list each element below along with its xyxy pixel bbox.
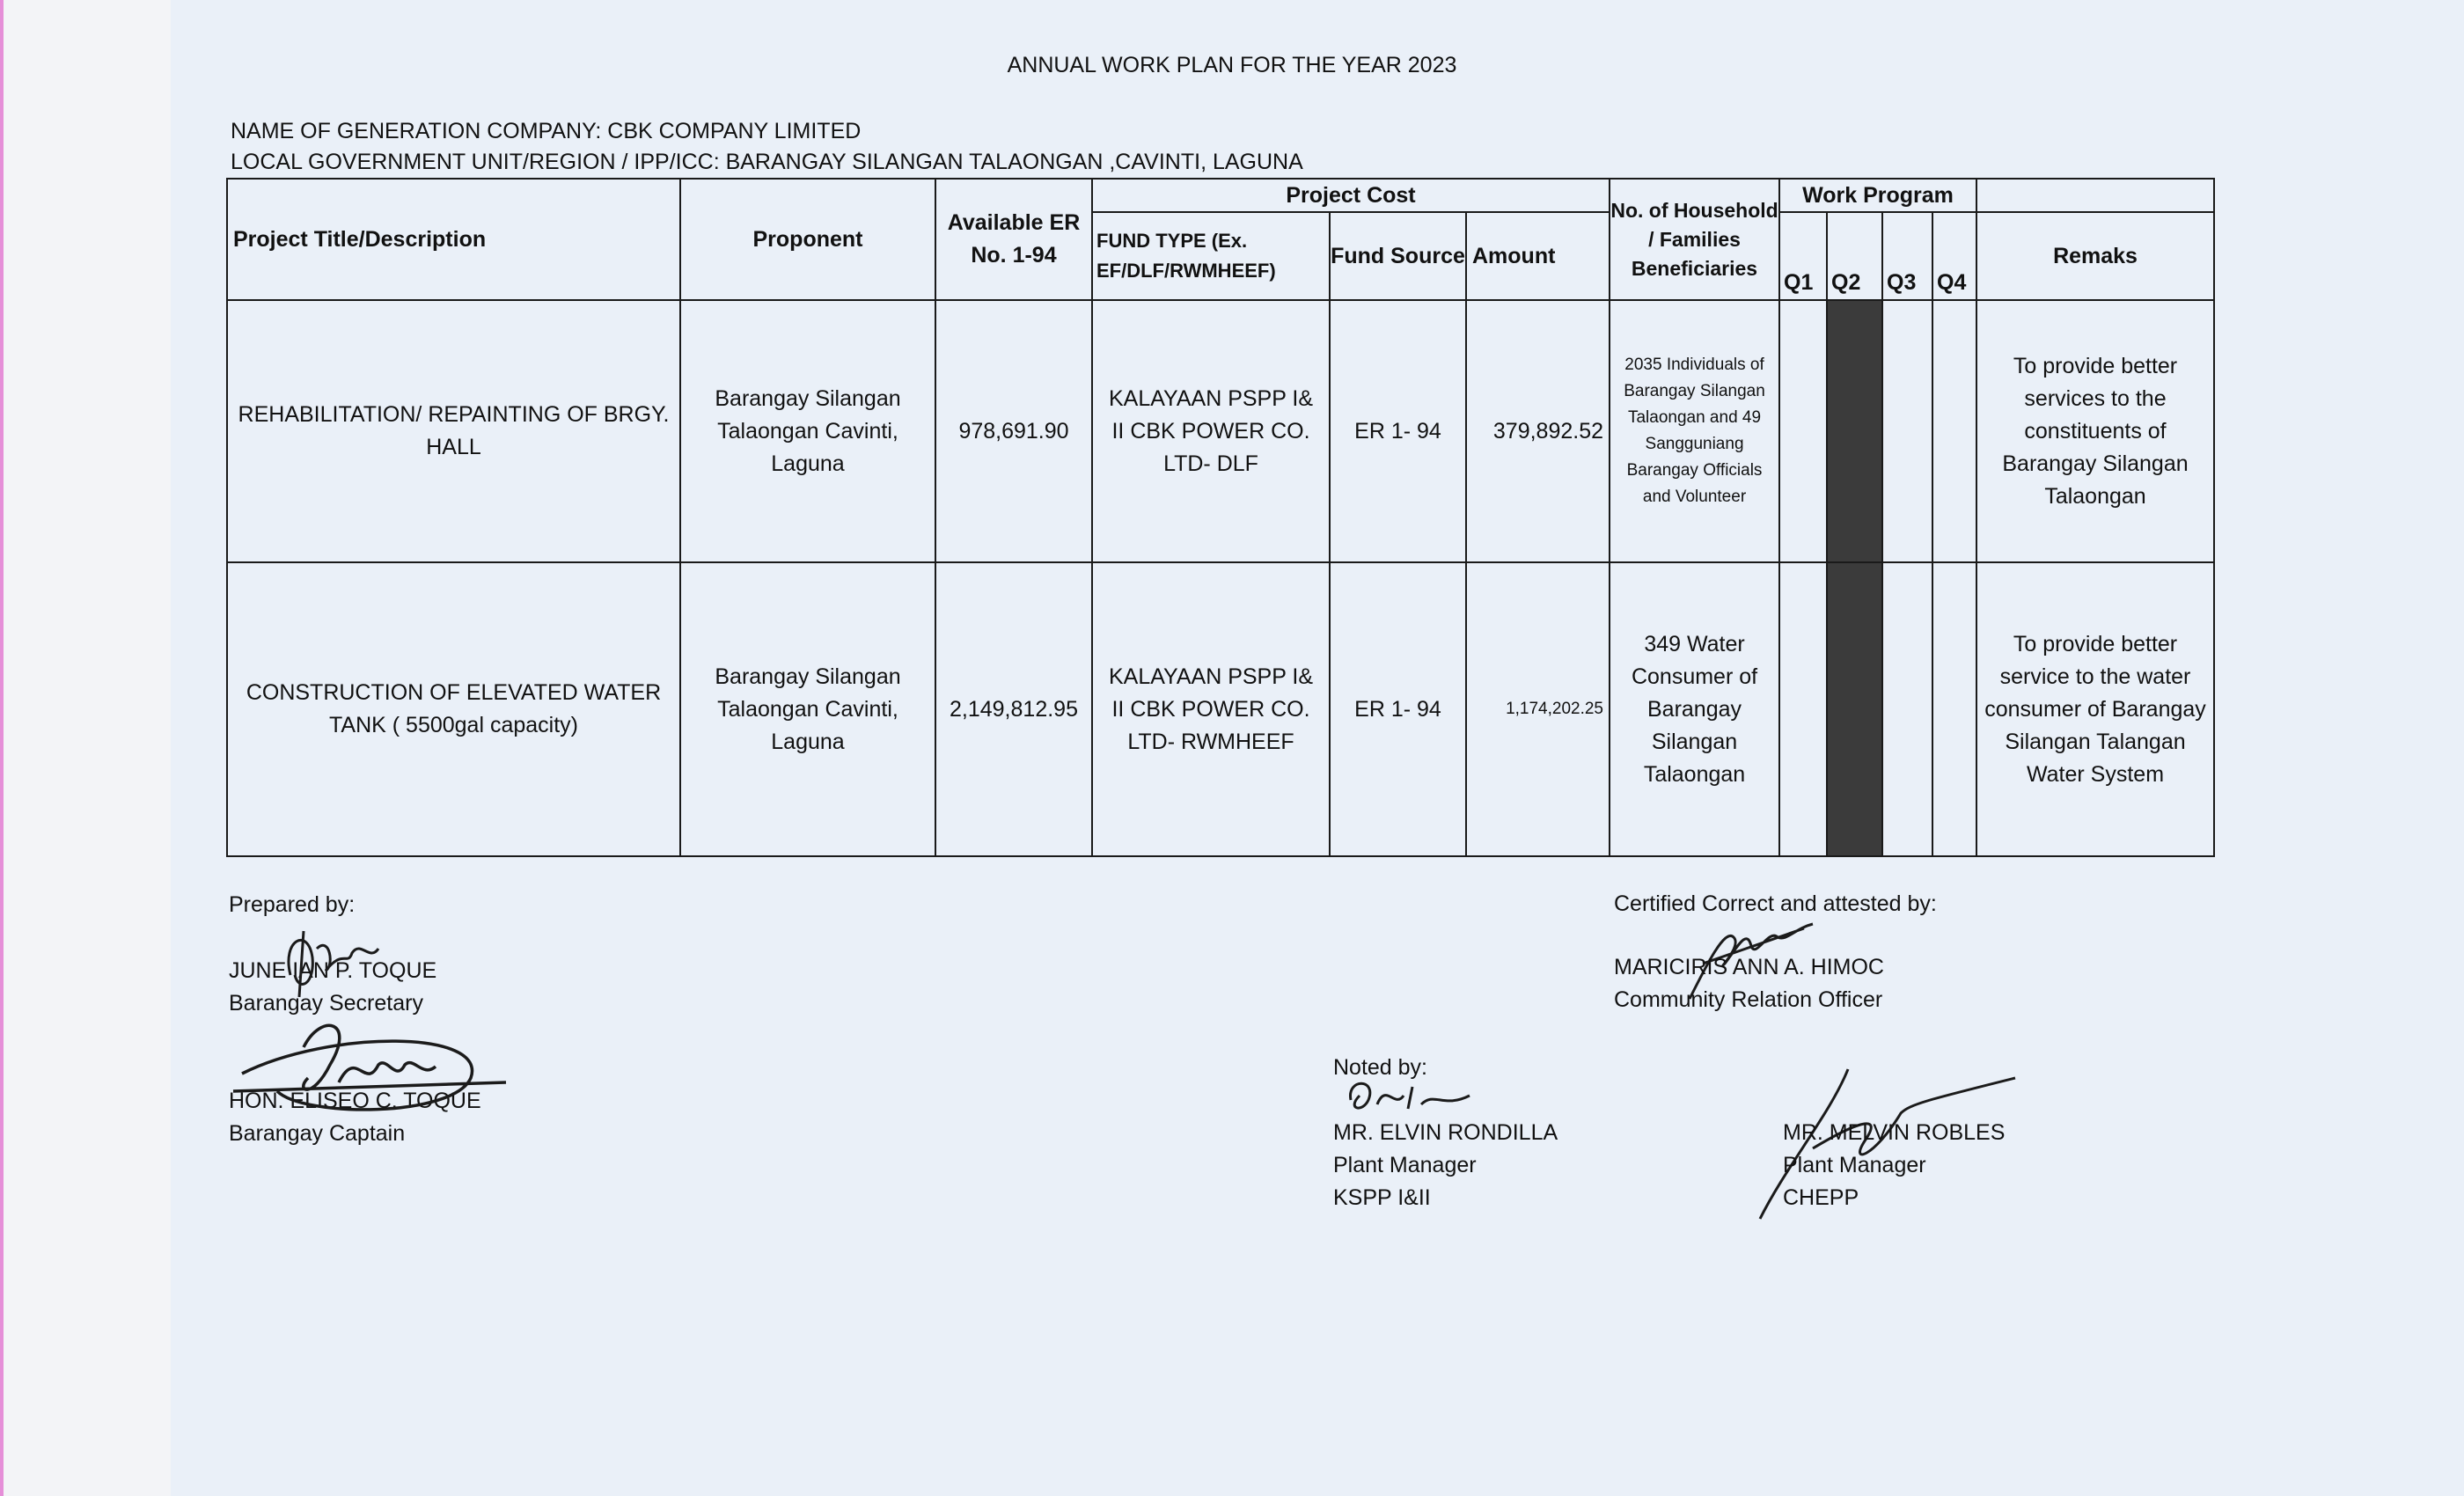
fund-type-cell: KALAYAAN PSPP I& II CBK POWER CO. LTD- DLF: [1092, 300, 1330, 562]
proponent-cell: Barangay Silangan Talaongan Cavinti, Laguna: [680, 562, 935, 856]
header-beneficiaries: No. of Household / Families Beneficiaries: [1610, 179, 1779, 300]
remarks-cell: To provide better service to the water consumer of Barangay Silangan Talangan Water System: [1976, 562, 2214, 856]
q3-cell: [1882, 300, 1932, 562]
header-remarks: Remaks: [1976, 212, 2214, 300]
available-er-cell: 2,149,812.95: [935, 562, 1092, 856]
available-er-cell: 978,691.90: [935, 300, 1092, 562]
project-title-cell: CONSTRUCTION OF ELEVATED WATER TANK ( 5500gal capacity): [227, 562, 680, 856]
q3-cell: [1882, 562, 1932, 856]
q1-cell: [1779, 300, 1827, 562]
plant-manager-1-signature: [1338, 1074, 1487, 1118]
remarks-cell: To provide better services to the constituents of Barangay Silangan Talaongan: [1976, 300, 2214, 562]
q4-cell: [1932, 300, 1976, 562]
proponent-cell: Barangay Silangan Talaongan Cavinti, Laguna: [680, 300, 935, 562]
header-project-cost: Project Cost: [1092, 179, 1610, 212]
plant-manager-1-plant: KSPP I&II: [1333, 1185, 1431, 1210]
beneficiaries-cell: 349 Water Consumer of Barangay Silangan Talaongan: [1610, 562, 1779, 856]
header-remarks-top: [1976, 179, 2214, 212]
community-officer-title: Community Relation Officer: [1614, 987, 1883, 1012]
plant-manager-2-plant: CHEPP: [1783, 1185, 1859, 1210]
plant-manager-2-name: MR. MELVIN ROBLES: [1783, 1120, 2006, 1145]
fund-type-cell: KALAYAAN PSPP I& II CBK POWER CO. LTD- RWMHEEF: [1092, 562, 1330, 856]
company-line: NAME OF GENERATION COMPANY: CBK COMPANY LIMITED: [231, 119, 862, 143]
project-title-cell: REHABILITATION/ REPAINTING OF BRGY. HALL: [227, 300, 680, 562]
header-project-title: Project Title/Description: [227, 179, 680, 300]
beneficiaries-cell: 2035 Individuals of Barangay Silangan Talaongan and 49 Sangguniang Barangay Officials and Volunteer: [1610, 300, 1779, 562]
header-q4: Q4: [1932, 212, 1976, 300]
header-fund-source: Fund Source: [1330, 212, 1466, 300]
q2-cell-filled: [1827, 300, 1882, 562]
captain-name: HON. ELISEO C. TOQUE: [229, 1089, 481, 1113]
table-row: [227, 562, 2214, 856]
captain-title: Barangay Captain: [229, 1121, 406, 1146]
amount-cell: 379,892.52: [1466, 300, 1610, 562]
fund-source-cell: ER 1- 94: [1330, 562, 1466, 856]
q4-cell: [1932, 562, 1976, 856]
prepared-by-label: Prepared by:: [229, 892, 356, 917]
amount-cell: 1,174,202.25: [1466, 562, 1610, 856]
fund-source-cell: ER 1- 94: [1330, 300, 1466, 562]
captain-signature: [224, 994, 524, 1126]
plant-manager-2-title: Plant Manager: [1783, 1153, 1926, 1177]
lgu-line: LOCAL GOVERNMENT UNIT/REGION / IPP/ICC: BARANGAY SILANGAN TALAONGAN ,CAVINTI, LAGUNA: [231, 150, 1303, 174]
secretary-title: Barangay Secretary: [229, 991, 423, 1016]
certified-by-label: Certified Correct and attested by:: [1614, 891, 1937, 916]
header-proponent: Proponent: [680, 179, 935, 300]
table-row: [227, 300, 2214, 562]
header-available-er: Available ER No. 1-94: [935, 179, 1092, 300]
plant-manager-1-name: MR. ELVIN RONDILLA: [1333, 1120, 1558, 1145]
secretary-name: JUNE IAN P. TOQUE: [229, 958, 437, 983]
q2-cell-filled: [1827, 562, 1882, 856]
header-amount: Amount: [1466, 212, 1610, 300]
plant-manager-1-title: Plant Manager: [1333, 1153, 1477, 1177]
community-officer-name: MARICIRIS ANN A. HIMOC: [1614, 955, 1884, 979]
header-work-program: Work Program: [1779, 179, 1976, 212]
scan-margin: [4, 0, 171, 1496]
secretary-signature: [264, 922, 396, 1001]
header-q1: Q1: [1779, 212, 1827, 300]
header-q3: Q3: [1882, 212, 1932, 300]
q1-cell: [1779, 562, 1827, 856]
work-plan-table: [226, 178, 2215, 857]
document-title: ANNUAL WORK PLAN FOR THE YEAR 2023: [1007, 53, 1457, 77]
noted-by-label: Noted by:: [1333, 1055, 1428, 1080]
header-fund-type: FUND TYPE (Ex. EF/DLF/RWMHEEF): [1092, 212, 1330, 300]
header-q2: Q2: [1827, 212, 1882, 300]
